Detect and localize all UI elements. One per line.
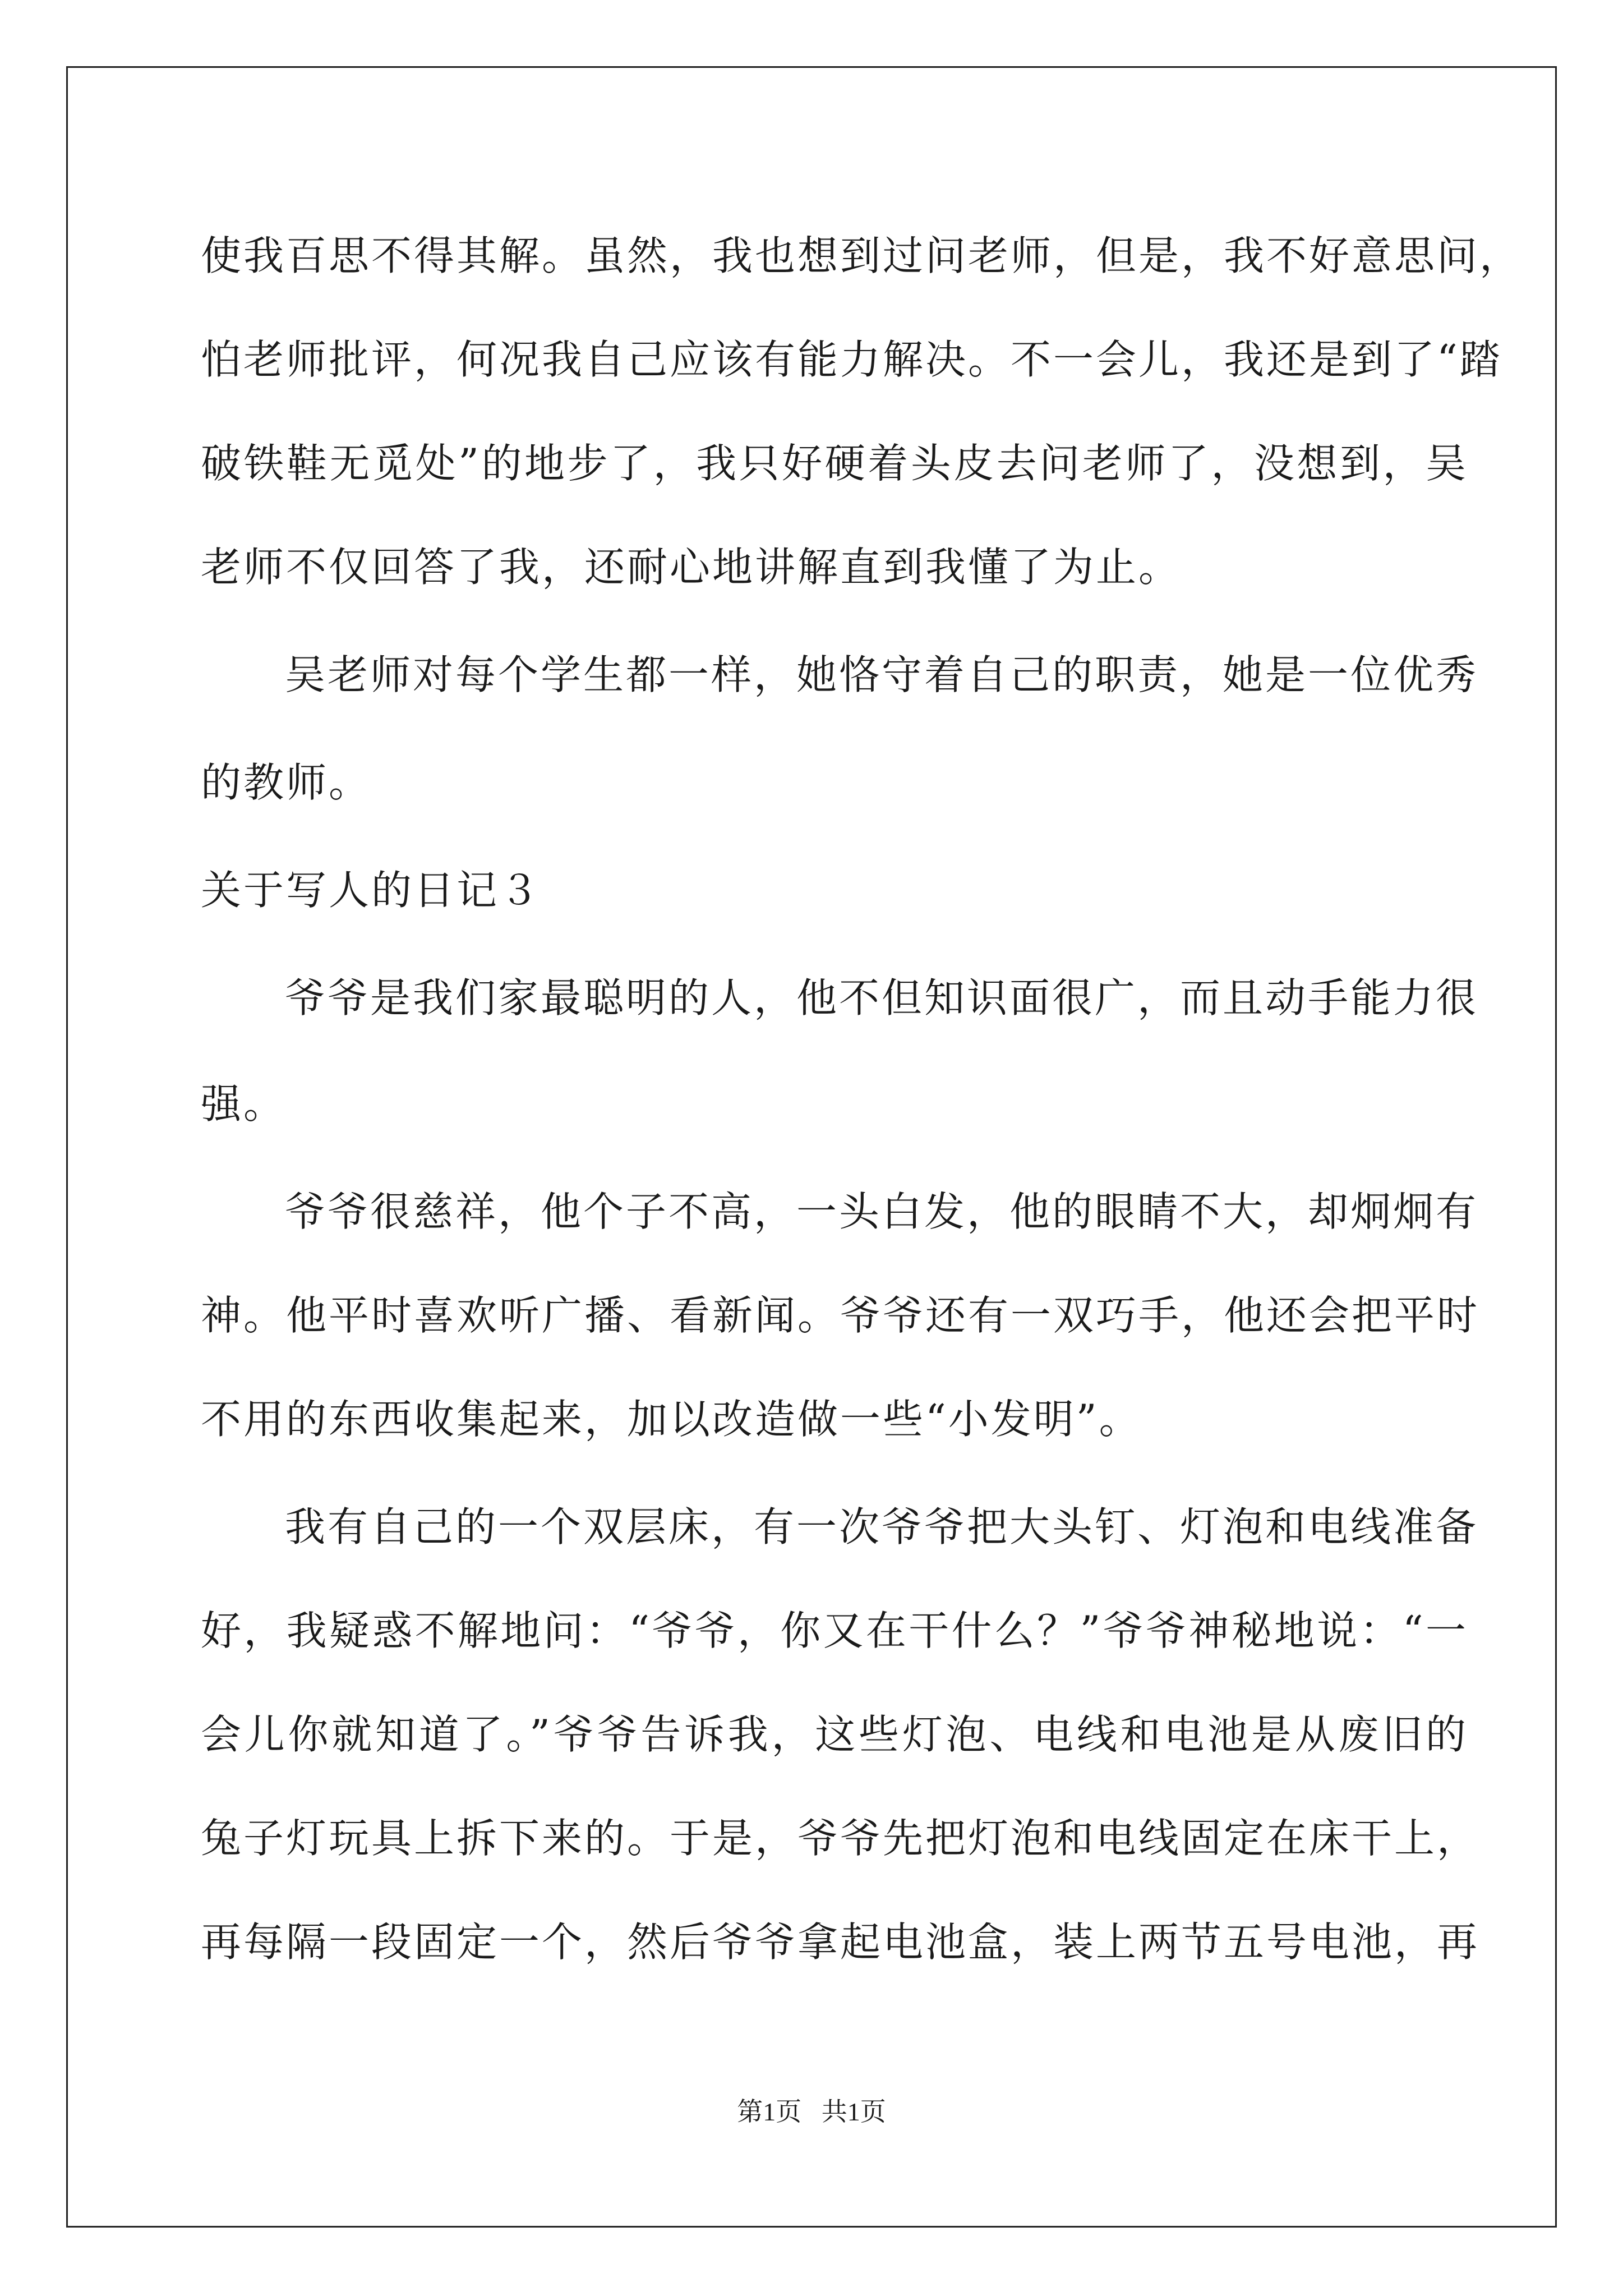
text-line: 的教师。 [201,759,372,806]
text-line: 使我百思不得其解。虽然，我也想到过问老师，但是，我不好意思问， [201,232,1523,279]
section-heading: 关于写人的日记３ [201,867,542,914]
text-line: 老师不仅回答了我，还耐心地讲解直到我懂了为止。 [201,544,1182,591]
text-line: 会儿你就知道了。”爷爷告诉我，这些灯泡、电线和电池是从废旧的 [201,1711,1468,1758]
text-line: 再每隔一段固定一个，然后爷爷拿起电池盒，装上两节五号电池，再 [201,1918,1480,1966]
paragraph-first-line: 我有自己的一个双层床，有一次爷爷把大头钉、灯泡和电线准备 [285,1503,1479,1550]
paragraph-first-line: 吴老师对每个学生都一样，她恪守着自己的职责，她是一位优秀 [285,651,1479,698]
paragraph-first-line: 爷爷很慈祥，他个子不高，一头白发，他的眼睛不大，却炯炯有 [285,1188,1479,1235]
text-line: 神。他平时喜欢听广播、看新闻。爷爷还有一双巧手，他还会把平时 [201,1292,1480,1339]
text-line: 不用的东西收集起来，加以改造做一些“小发明”。 [201,1396,1142,1443]
text-line: 怕老师批评，何况我自己应该有能力解决。不一会儿，我还是到了“踏 [201,336,1502,383]
page-footer [0,2095,1623,2129]
text-line: 强。 [201,1080,287,1128]
paragraph-first-line: 爷爷是我们家最聪明的人，他不但知识面很广，而且动手能力很 [285,974,1479,1022]
page-number: 第1页 [737,2097,802,2126]
text-line: 兔子灯玩具上拆下来的。于是，爷爷先把灯泡和电线固定在床干上， [201,1815,1480,1862]
text-line: 好，我疑惑不解地问：“爷爷，你又在干什么？”爷爷神秘地说：“一 [201,1607,1468,1654]
page-count: 共1页 [821,2097,886,2126]
text-line: 破铁鞋无觅处”的地步了，我只好硬着头皮去问老师了，没想到，吴 [201,440,1468,487]
